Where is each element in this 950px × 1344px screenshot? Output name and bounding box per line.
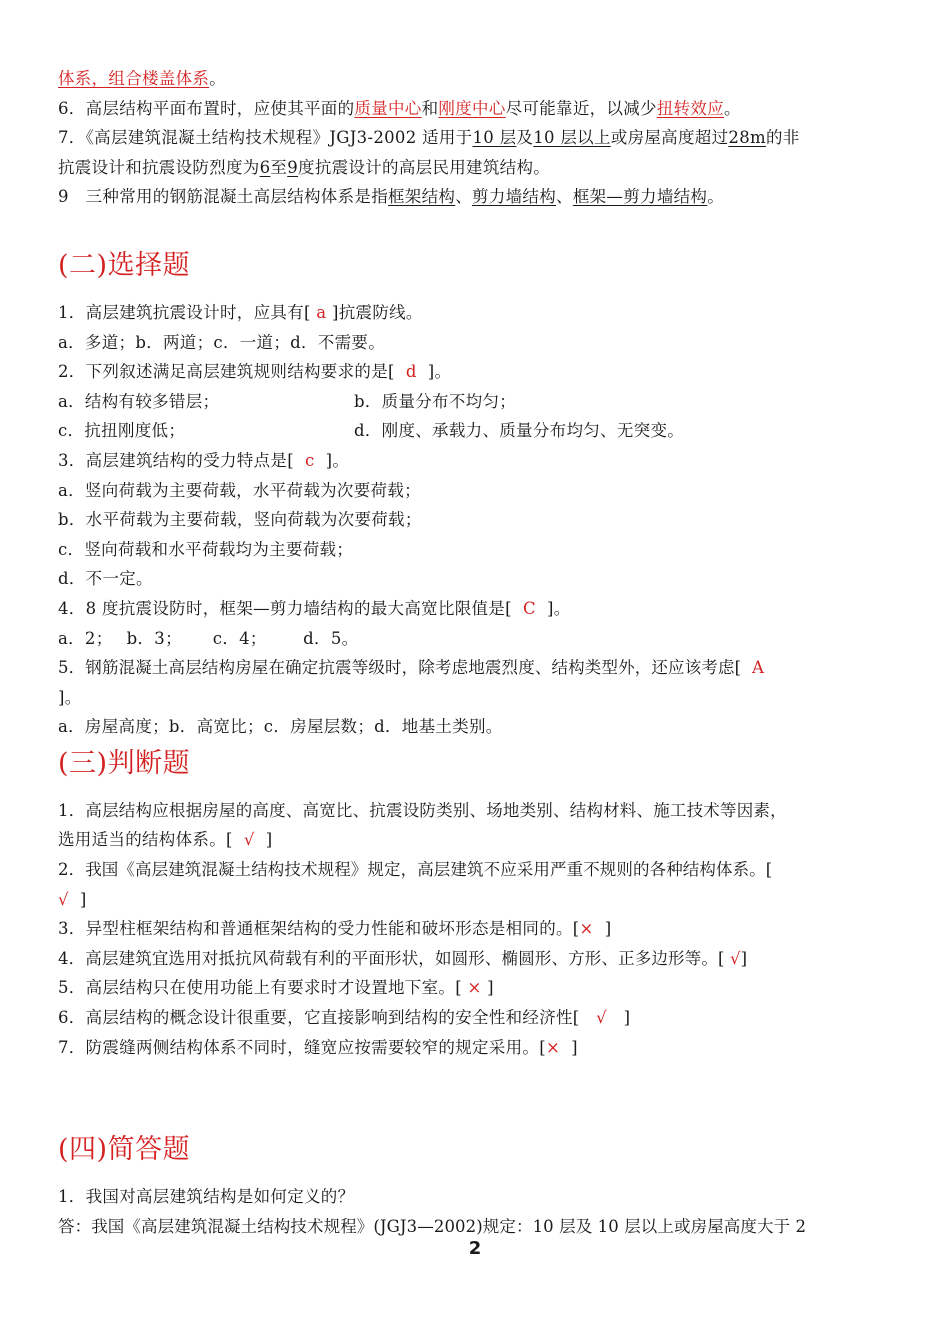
choice-q2: [58, 357, 898, 387]
short-answer-a1: 答：我国《高层建筑混凝土结构技术规程》(JGJ3—2002)规定：10 层及 10 层以上或房屋高度大于 2: [58, 1216, 807, 1236]
answer-text: 质量中心: [354, 98, 422, 118]
choice-q3-option-b: b．水平荷载为主要荷载，竖向荷载为次要荷载；: [58, 510, 422, 530]
question-text: 5．高层结构只在使用功能上有要求时才设置地下室。[: [58, 978, 462, 998]
choice-q2-options-ab: [58, 387, 898, 417]
answer-text: 9: [287, 157, 299, 177]
document-page: [58, 64, 898, 1241]
question-text: 3．高层建筑结构的受力特点是[: [58, 450, 294, 470]
question-text: ]。: [427, 362, 452, 382]
question-text: ]: [623, 1008, 631, 1028]
judge-q2-line2: [58, 885, 898, 915]
fill-in-line-continuation: [58, 64, 898, 94]
text: 或房屋高度超过: [610, 128, 729, 148]
text: 和: [421, 98, 439, 118]
answer-text: 体系，组合楼盖体系: [58, 69, 210, 88]
answer-text: 刚度中心: [438, 98, 506, 118]
judge-q1-line2: [58, 825, 898, 855]
choice-q5-line1: [58, 653, 898, 683]
choice-q4: [58, 594, 898, 624]
choice-q3: [58, 446, 898, 476]
question-text: ]。: [547, 598, 571, 618]
question-text: ]: [265, 830, 273, 850]
section-heading-judgement: (三)判断题: [58, 747, 191, 779]
answer-mark: √: [579, 1008, 624, 1028]
choice-q1-options: a．多道；b．两道；c．一道；d．不需要。: [58, 332, 386, 352]
answer-text: 框架结构: [388, 187, 456, 207]
fill-in-q6: [58, 94, 898, 124]
choice-q1: [58, 298, 898, 328]
question-text: 4．8 度抗震设防时，框架—剪力墙结构的最大高宽比限值是[: [58, 598, 512, 618]
question-text: 6．高层结构的概念设计很重要，它直接影响到结构的安全性和经济性[: [58, 1008, 580, 1028]
question-text: ]: [68, 889, 87, 909]
answer-text: 28m: [728, 128, 766, 148]
answer-mark: ×: [545, 1037, 561, 1057]
answer-mark: a: [310, 302, 332, 322]
text: 。: [209, 69, 227, 88]
text: 抗震设计和抗震设防烈度为: [58, 157, 260, 177]
section-heading-short-answer: (四)简答题: [58, 1134, 191, 1166]
choice-q5-line2: ]。: [58, 687, 82, 707]
fill-in-q9: [58, 182, 898, 212]
option-text: d．刚度、承载力、质量分布均匀、无突变。: [354, 421, 685, 441]
option-text: a．结构有较多错层；: [58, 391, 220, 411]
text: 的非: [765, 128, 800, 148]
text: 尽可能靠近，以减少: [505, 98, 657, 118]
question-text: 5．钢筋混凝土高层结构房屋在确定抗震等级时，除考虑地震烈度、结构类型外，还应该考虑[: [58, 658, 742, 678]
judge-q5: [58, 973, 898, 1003]
choice-q3-option-c: c．竖向荷载和水平荷载均为主要荷载；: [58, 539, 354, 559]
choice-q3-option-d: d．不一定。: [58, 569, 153, 589]
text: 。: [707, 187, 725, 207]
text: 、: [455, 187, 473, 207]
option-text: c．抗扭刚度低；: [58, 421, 186, 441]
text: 9 三种常用的钢筋混凝土高层结构体系是指: [58, 187, 388, 207]
judge-q4: [58, 944, 898, 974]
question-text: 选用适当的结构体系。[: [58, 830, 233, 850]
question-text: 3．异型柱框架结构和普通框架结构的受力性能和破坏形态是相同的。[: [58, 919, 580, 939]
fill-in-q7-line1: [58, 123, 898, 153]
choice-q2-options-cd: [58, 416, 898, 446]
text: 、: [556, 187, 573, 207]
text: 。: [724, 98, 741, 118]
question-text: ]抗震防线。: [331, 302, 423, 322]
question-text: ]: [560, 1037, 578, 1057]
fill-in-q7-line2: [58, 153, 898, 183]
judge-q3: [58, 914, 898, 944]
answer-mark: d: [394, 362, 428, 382]
question-text: 1．高层建筑抗震设计时，应具有[: [58, 302, 311, 322]
section-heading-choice: (二)选择题: [58, 249, 191, 281]
text: 度抗震设计的高层民用建筑结构。: [298, 157, 551, 177]
answer-mark: √: [232, 830, 266, 850]
text: 及: [516, 128, 534, 148]
answer-mark: √: [58, 889, 69, 909]
text: 至: [270, 157, 288, 177]
judge-q2-line1: 2．我国《高层建筑混凝土结构技术规程》规定，高层建筑不应采用严重不规则的各种结构体系。[: [58, 860, 773, 880]
answer-mark: C: [511, 598, 547, 618]
question-text: ]。: [325, 450, 350, 470]
question-text: 4．高层建筑宜选用对抵抗风荷载有利的平面形状，如圆形、椭圆形、方形、正多边形等。[: [58, 948, 725, 968]
question-text: ]: [593, 919, 612, 939]
answer-mark: √: [724, 948, 741, 968]
question-text: ]: [740, 948, 748, 968]
text: 6．高层结构平面布置时，应使其平面的: [58, 98, 355, 118]
answer-text: 框架—剪力墙结构: [572, 187, 708, 207]
page-number: 2: [468, 1238, 482, 1259]
answer-text: 10 层以上: [533, 128, 611, 148]
answer-text: 剪力墙结构: [472, 187, 557, 207]
answer-mark: ×: [579, 919, 594, 939]
question-text: 2．下列叙述满足高层建筑规则结构要求的是[: [58, 362, 395, 382]
answer-text: 扭转效应: [656, 98, 725, 118]
option-text: b．质量分布不均匀；: [354, 391, 517, 411]
short-answer-q1: 1．我国对高层建筑结构是如何定义的？: [58, 1187, 355, 1207]
answer-mark: c: [293, 450, 326, 470]
choice-q4-options: a．2； b．3； c．4； d．5。: [58, 628, 359, 648]
answer-text: 6: [259, 157, 271, 177]
answer-mark: ×: [461, 978, 488, 998]
judge-q1-line1: 1．高层结构应根据房屋的高度、高宽比、抗震设防类别、场地类别、结构材料、施工技术等因素，: [58, 800, 787, 820]
judge-q6: [58, 1003, 898, 1033]
question-text: ]: [487, 978, 494, 998]
text: 7．《高层建筑混凝土结构技术规程》JGJ3-2002 适用于: [58, 128, 473, 148]
judge-q7: [58, 1033, 898, 1063]
question-text: 7．防震缝两侧结构体系不同时，缝宽应按需要较窄的规定采用。[: [58, 1037, 546, 1057]
answer-text: 10 层: [472, 128, 517, 148]
choice-q3-option-a: a．竖向荷载为主要荷载，水平荷载为次要荷载；: [58, 480, 421, 500]
answer-mark: A: [741, 658, 765, 678]
choice-q5-options: a．房屋高度；b．高宽比；c．房屋层数；d．地基土类别。: [58, 717, 503, 737]
